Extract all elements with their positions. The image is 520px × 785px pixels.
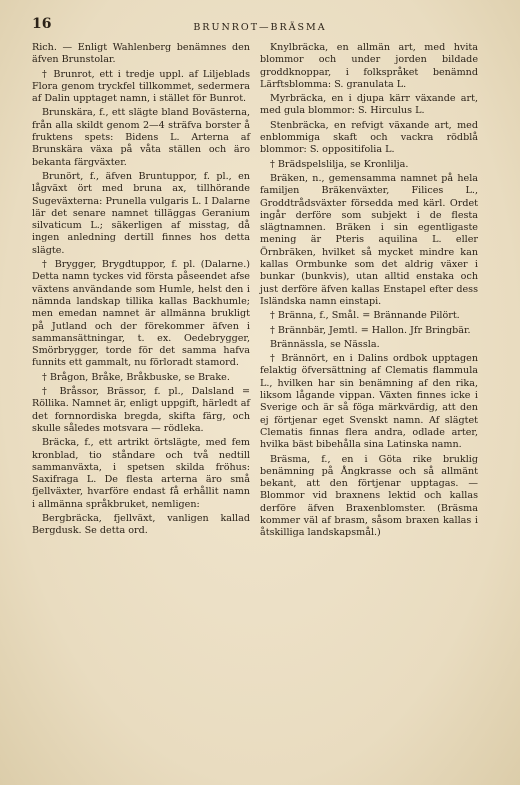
entry-brunstolar: Rich. — Enligt Wahlenberg benämnes den äfven Brunstolar. (32, 42, 250, 66)
entry-brassor: † Bråssor, Brässor, f. pl., Dalsland = Röllika. Namnet är, enligt uppgift, härledt af det fornnordiska bregda, skifta färg, och skulle således motsvara — rödleka. (32, 386, 250, 434)
entry-brasma: Bräsma, f., en i Göta rike bruklig benämning på Ångkrasse och så allmänt bekant, att den förtjenar upptagas. — Blommor vid braxnens lektid och kallas derföre äfven Braxenblomster. (Bräsma kommer väl af brasm, såsom braxen kallas i åtskilliga landskapsmål.) (260, 453, 478, 539)
entry-brygger: † Brygger, Brygdtuppor, f. pl. (Dalarne.) Detta namn tyckes vid första påseendet afse växtens användande som Humle, helst den i nämnda landskap tillika kallas Backhumle; men emedan namnet är allmänna brukligt på Jutland och der förekommer äfven i sammansättningar, t. ex. Oedebrygger, Smörbrygger, torde för det samma hafva funnits ett gammalt, nu förloradt stamord. (32, 259, 250, 369)
entry-bracka: Bräcka, f., ett artrikt örtslägte, med fem kronblad, tio ståndare och två nedtill sammanväxta, i spetsen skilda fröhus: Saxifraga L. De flesta arterna äro små fjellväxter, hvarföre endast få erhållit namn i allmänna språkbruket, nemligen: (32, 437, 250, 510)
entry-brannort: † Brännört, en i Dalins ordbok upptagen felaktig öfversättning af Clematis flammula L., hvilken har sin benämning af den rika, liksom lågande vippan. Växten finnes icke i Sverige och är så föga märkvärdig, att den ej förtjenar eget Svenskt namn. Af slägtet Clematis finnas flera andra, odlade arter, hvilka bäst bibehålla sina Latinska namn. (260, 353, 478, 451)
entry-brannassla: Brännässla, se Nässla. (270, 338, 380, 350)
entry-stenbracka: Stenbräcka, en refvigt växande art, med enblommiga skaft och vackra rödblå blommor: S. oppositifolia L. (260, 119, 478, 156)
entry-myrbracka: Myrbräcka, en i djupa kärr växande art, med gula blommor: S. Hirculus L. (260, 93, 478, 117)
running-header: BRUNROT—BRÄSMA (193, 22, 327, 33)
entry-brunskara: Brunskära, f., ett slägte bland Bovästerna, från alla skildt genom 2—4 sträfva borster å fruktens spets: Bidens L. Arterna af Brunskära växa på våta ställen och äro bekanta färgväxter. (32, 107, 250, 168)
entry-brunrot: † Brunrot, ett i tredje uppl. af Liljeblads Flora genom tryckfel tillkommet, sedermera af Dalin upptaget namn, i stället för Bunrot. (32, 68, 250, 105)
entry-knylbracka: Knylbräcka, en allmän art, med hvita blommor och under jorden bildade groddknoppar, i folkspråket benämnd Lärftsblomma: S. granulata L. (260, 42, 478, 90)
page-number: 16 (32, 16, 52, 32)
entry-branna: † Bränna, f., Smål. = Brännande Pilört. (270, 310, 460, 322)
right-column (260, 42, 478, 542)
entry-bergbracka: Bergbräcka, fjellväxt, vanligen kallad Bergdusk. Se detta ord. (32, 512, 250, 537)
entry-brunort: Brunört, f., äfven Bruntuppor, f. pl., en lågväxt ört med bruna ax, tillhörande Sugeväxterna: Prunella vulgaris L. I Dalarne lär det senare namnet tilläggas Geranium silvaticum L.; säkerligen af misstag, då ingen anledning dertill finnes hos detta slägte. (32, 170, 250, 256)
entry-bragon: † Brågon, Bråke, Bråkbuske, se Brake. (42, 371, 230, 383)
entry-braken: Bräken, n., gemensamma namnet på hela familjen Bräkenväxter, Filices L., Groddtrådsväxter försedda med kärl. Ordet ingår derföre som subjekt i de flesta slägtnamnen. Bräken i sin egentligaste mening är Pteris aquilina L. eller Örnbräken, hvilket så mycket mindre kan kallas Ormbunke som det aldrig växer i bunkar (bunkvis), utan alltid enstaka och just derföre äfven kallas Enstapel efter dess Isländska namn einstapi. (260, 172, 478, 307)
left-column (32, 42, 250, 540)
entry-bradspelslilja: † Brädspelslilja, se Kronlilja. (270, 158, 409, 170)
entry-brannbar: † Brännbär, Jemtl. = Hallon. Jfr Bringbär. (270, 324, 471, 336)
